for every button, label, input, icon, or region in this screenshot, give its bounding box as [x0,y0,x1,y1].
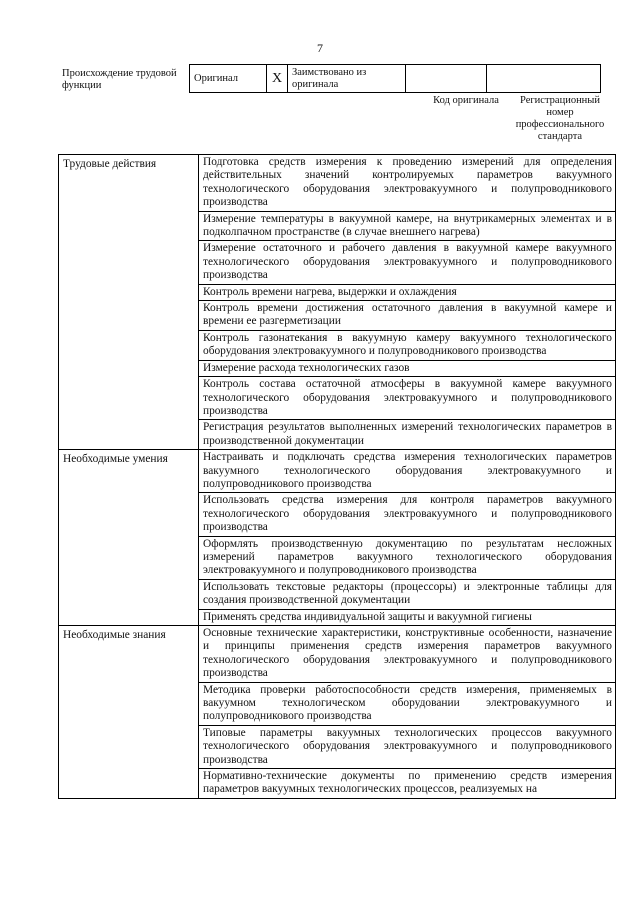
registration-caption: Регистрационный номер профессионального стандарта [515,95,605,142]
section-item: Контроль времени достижения остаточного давления в вакуумной камере и времени ее разгерметизации [199,301,616,331]
table-row [59,626,616,683]
origin-box [189,64,601,93]
page-number: 7 [317,41,323,55]
section-item: Контроль состава остаточной атмосферы в вакуумной камере вакуумного технологического оборудования электровакуумного и полупроводникового производства [199,377,616,420]
section-item: Настраивать и подключать средства измерения технологических параметров вакуумного технологического оборудования электровакуумного и полупроводникового производства [199,450,616,493]
borrowed-label: Заимствовано из оригинала [288,65,406,93]
table-row [59,450,616,493]
section-item: Измерение температуры в вакуумной камере, на внутрикамерных элементах и в подколпачном пространстве (в случае внешнего нагрева) [199,211,616,241]
table-row [59,155,616,212]
origin-label: Происхождение трудовой функции [62,68,177,91]
section-item: Использовать средства измерения для контроля параметров вакуумного технологического оборудования электровакуумного и полупроводникового производства [199,493,616,536]
section-item: Контроль времени нагрева, выдержки и охлаждения [199,284,616,300]
section-item: Контроль газонатекания в вакуумную камеру вакуумного технологического оборудования электровакуумного и полупроводникового производства [199,330,616,360]
registration-number-cell [487,65,601,93]
section-item: Оформлять производственную документацию по результатам несложных измерений параметров вакуумного технологического оборудования электровакуумного и полупроводникового производства [199,536,616,579]
section-item: Измерение остаточного и рабочего давления в вакуумной камере вакуумного технологического оборудования электровакуумного и полупроводникового производства [199,241,616,284]
section-item: Методика проверки работоспособности средств измерения, применяемых в вакуумном технологическом оборудовании электровакуумного и полупроводникового производства [199,682,616,725]
function-table [58,154,616,799]
section-item: Типовые параметры вакуумных технологических процессов вакуумного технологического оборудования электровакуумного и полупроводникового производства [199,725,616,768]
section-heading: Трудовые действия [59,155,199,450]
function-table-body [59,155,616,799]
section-heading: Необходимые умения [59,450,199,626]
section-item: Применять средства индивидуальной защиты и вакуумной гигиены [199,609,616,625]
section-heading: Необходимые знания [59,626,199,799]
section-item: Основные технические характеристики, конструктивные особенности, назначение и принципы применения средств измерения параметров вакуумного технологического оборудования электровакуумного и полупроводникового производства [199,626,616,683]
original-mark: X [267,65,288,93]
original-label: Оригинал [190,65,267,93]
section-item: Измерение расхода технологических газов [199,360,616,376]
section-item: Подготовка средств измерения к проведению измерений для определения действительных значений контролируемых параметров вакуумного технологического оборудования электровакуумного и полупроводникового производства [199,155,616,212]
code-caption: Код оригинала [433,95,499,106]
section-item: Регистрация результатов выполненных измерений технологических параметров в производственной документации [199,420,616,450]
original-code-cell [406,65,487,93]
section-item: Нормативно-технические документы по применению средств измерения параметров вакуумных технологических процессов, реализуемых на [199,769,616,799]
section-item: Использовать текстовые редакторы (процессоры) и электронные таблицы для создания производственной документации [199,579,616,609]
